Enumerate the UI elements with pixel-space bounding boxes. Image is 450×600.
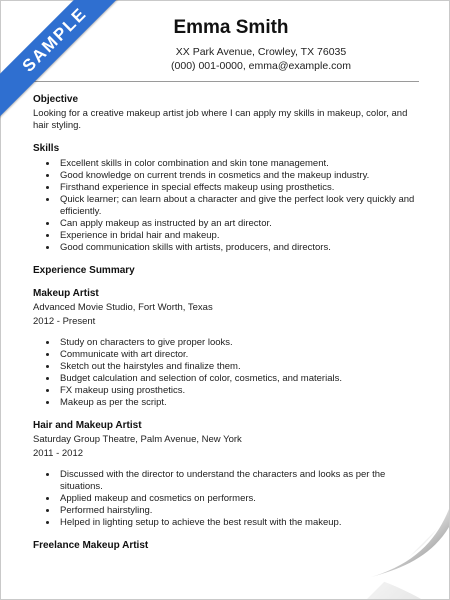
job-title: Makeup Artist — [33, 288, 99, 299]
experience-heading: Experience Summary — [33, 265, 135, 276]
duty-item: • Sketch out the hairstyles and finalize them. — [58, 361, 423, 373]
skills-heading: Skills — [33, 143, 60, 154]
skill-item: • Good communication skills with artists, producers, and directors. — [58, 242, 423, 254]
header-divider — [31, 81, 419, 82]
objective-text: Looking for a creative makeup artist job where I can apply my skills in makeup, color, and hair styling. — [33, 108, 408, 131]
skill-item: • Good knowledge on current trends in cosmetics and the makeup industry. — [58, 170, 423, 182]
candidate-name: Emma Smith — [173, 17, 289, 38]
job-title: Freelance Makeup Artist — [33, 540, 149, 551]
duty-item: • Applied makeup and cosmetics on performers. — [58, 493, 423, 505]
objective-heading: Objective — [33, 94, 79, 105]
duty-item: • Study on characters to give proper looks. — [58, 337, 423, 349]
duty-item: • Budget calculation and selection of color, cosmetics, and materials. — [58, 373, 423, 385]
job-dates: 2012 - Present — [33, 316, 96, 327]
resume-body — [33, 94, 423, 552]
page-curl-graphic — [349, 509, 449, 599]
address-line: XX Park Avenue, Crowley, TX 76035 — [175, 46, 347, 58]
contact-block — [71, 45, 450, 73]
duty-item: • Helped in lighting setup to achieve the best result with the makeup. — [58, 517, 423, 529]
phone-email-line: (000) 001-0000, emma@example.com — [171, 60, 351, 72]
skill-item: • Quick learner; can learn about a character and give the perfect look very quickly and efficiently. — [58, 194, 423, 218]
skill-item: • Excellent skills in color combination and skin tone management. — [58, 158, 423, 170]
duty-item: • Makeup as per the script. — [58, 397, 423, 409]
duty-item: • Performed hairstyling. — [58, 505, 423, 517]
skills-section — [33, 143, 423, 254]
sample-watermark-text: SAMPLE — [18, 3, 91, 76]
skills-list — [33, 158, 423, 254]
skill-item: • Firsthand experience in special effects makeup using prosthetics. — [58, 182, 423, 194]
job-company: Advanced Movie Studio, Fort Worth, Texas — [33, 302, 213, 313]
objective-section — [33, 94, 423, 132]
job-entry — [33, 288, 423, 409]
job-company: Saturday Group Theatre, Palm Avenue, New York — [33, 434, 242, 445]
skill-item: • Can apply makeup as instructed by an art director. — [58, 218, 423, 230]
job-dates: 2011 - 2012 — [33, 448, 84, 459]
skill-item: • Experience in bridal hair and makeup. — [58, 230, 423, 242]
duty-item: • Communicate with art director. — [58, 349, 423, 361]
job-duties-list — [33, 337, 423, 409]
job-title: Hair and Makeup Artist — [33, 420, 142, 431]
duty-item: • FX makeup using prosthetics. — [58, 385, 423, 397]
duty-item: • Discussed with the director to understand the characters and looks as per the situations. — [58, 469, 423, 493]
